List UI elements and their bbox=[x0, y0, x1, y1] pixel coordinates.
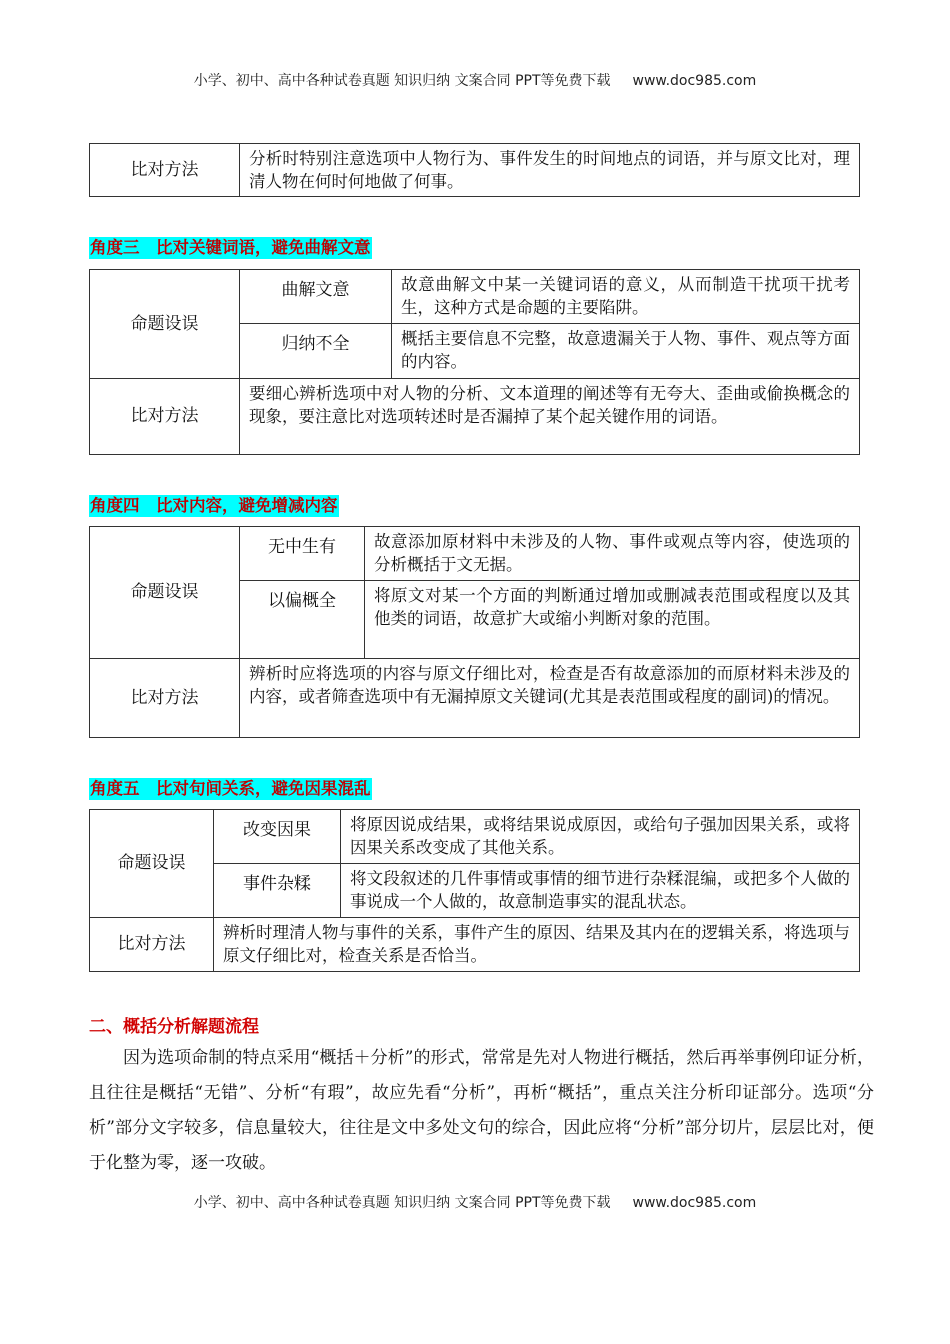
footer-url[interactable]: www.doc985.com bbox=[632, 1195, 757, 1211]
angle5-method-label: 比对方法 bbox=[90, 918, 214, 972]
header-text: 小学、初中、高中各种试卷真题 知识归纳 文案合同 PPT等免费下载 bbox=[193, 73, 611, 89]
angle5-heading: 角度五 比对句间关系，避免因果混乱 bbox=[90, 779, 371, 798]
angle3-method-label: 比对方法 bbox=[90, 379, 240, 455]
angle3-heading: 角度三 比对关键词语，避免曲解文意 bbox=[90, 238, 371, 257]
angle3-method-text: 要细心辨析选项中对人物的分析、文本道理的阐述等有无夸大、歪曲或偷换概念的现象，要注意比对选项转述时是否漏掉了某个起关键作用的词语。 bbox=[240, 379, 860, 455]
method-label: 比对方法 bbox=[90, 144, 240, 197]
angle5-sub2: 事件杂糅 bbox=[214, 864, 341, 918]
footer-text: 小学、初中、高中各种试卷真题 知识归纳 文案合同 PPT等免费下载 bbox=[193, 1195, 611, 1211]
angle4-text2: 将原文对某一个方面的判断通过增加或删减表范围或程度以及其他类的词语，故意扩大或缩小判断对象的范围。 bbox=[365, 581, 860, 659]
angle4-method-text: 辨析时应将选项的内容与原文仔细比对，检查是否有故意添加的而原材料未涉及的内容，或者筛查选项中有无漏掉原文关键词(尤其是表范围或程度的副词)的情况。 bbox=[240, 659, 860, 738]
angle4-table bbox=[89, 526, 860, 738]
angle3-text2: 概括主要信息不完整，故意遗漏关于人物、事件、观点等方面的内容。 bbox=[392, 324, 860, 379]
angle5-method-text: 辨析时理清人物与事件的关系，事件产生的原因、结果及其内在的逻辑关系，将选项与原文仔细比对，检查关系是否恰当。 bbox=[214, 918, 860, 972]
page-footer bbox=[0, 1192, 950, 1212]
method-table-top bbox=[89, 143, 860, 197]
angle3-text1: 故意曲解文中某一关键词语的意义，从而制造干扰项干扰考生，这种方式是命题的主要陷阱。 bbox=[392, 270, 860, 324]
angle5-text1: 将原因说成结果，或将结果说成原因，或给句子强加因果关系，或将因果关系改变成了其他关系。 bbox=[341, 810, 860, 864]
method-text: 分析时特别注意选项中人物行为、事件发生的时间地点的词语，并与原文比对，理清人物在何时何地做了何事。 bbox=[240, 144, 860, 197]
angle5-sub1: 改变因果 bbox=[214, 810, 341, 864]
angle4-error-label: 命题设误 bbox=[90, 527, 240, 659]
angle4-sub1: 无中生有 bbox=[240, 527, 365, 581]
header-url[interactable]: www.doc985.com bbox=[632, 73, 757, 89]
angle3-error-label: 命题设误 bbox=[90, 270, 240, 379]
angle4-heading: 角度四 比对内容，避免增减内容 bbox=[90, 496, 338, 515]
angle3-sub2: 归纳不全 bbox=[240, 324, 392, 379]
angle4-sub2: 以偏概全 bbox=[240, 581, 365, 659]
angle3-sub1: 曲解文意 bbox=[240, 270, 392, 324]
section2-paragraph: 因为选项命制的特点采用“概括＋分析”的形式，常常是先对人物进行概括，然后再举事例印证分析，且往往是概括“无错”、分析“有瑕”，故应先看“分析”，再析“概括”，重点关注分析印证部分。选项“分析”部分文字较多，信息量较大，往往是文中多处文句的综合，因此应将“分析”部分切片，层层比对，便于化整为零，逐一攻破。 bbox=[89, 1048, 874, 1173]
angle5-error-label: 命题设误 bbox=[90, 810, 214, 918]
angle3-table bbox=[89, 269, 860, 455]
page-header bbox=[0, 70, 950, 90]
angle4-text1: 故意添加原材料中未涉及的人物、事件或观点等内容，使选项的分析概括于文无据。 bbox=[365, 527, 860, 581]
angle4-method-label: 比对方法 bbox=[90, 659, 240, 738]
angle5-text2: 将文段叙述的几件事情或事情的细节进行杂糅混编，或把多个人做的事说成一个人做的，故意制造事实的混乱状态。 bbox=[341, 864, 860, 918]
angle5-table bbox=[89, 809, 860, 972]
section2-title: 二、概括分析解题流程 bbox=[89, 1017, 259, 1037]
